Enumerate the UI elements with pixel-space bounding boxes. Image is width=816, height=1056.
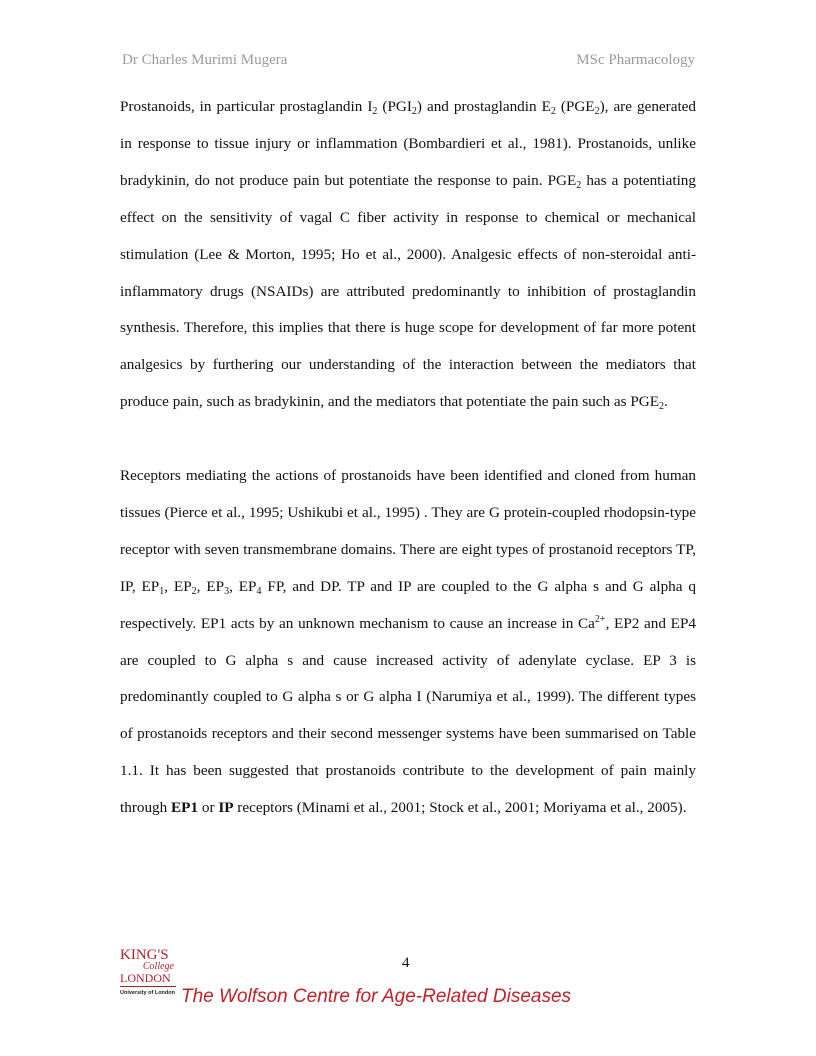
logo-kings-text: KING'S [120,947,169,963]
logo-divider [120,986,176,987]
document-body [120,89,696,827]
page-number: 4 [402,955,410,971]
logo-university-text: University of London [120,990,175,996]
header-author: Dr Charles Murimi Mugera [122,52,288,68]
logo-london-text: LONDON [120,971,171,985]
paragraph-prostanoids: Prostanoids, in particular prostaglandin $I_2$ $(PGI_2)$ and prostaglandin $E_2$ $(PGE_2)$, are generated in response to tissue injury or inflammation (Bombardieri et al., 1981). Prostanoids, unlike bradykinin, do not produce pain but potentiate the response to pain. $PGE_2$ has a potentiating effect on the sensitivity of vagal C fiber activity in response to chemical or mechanical stimulation (Lee & Morton, 1995; Ho et al., 2000). Analgesic effects of non-steroidal anti-inflammatory drugs (NSAIDs) are attributed predominantly to inhibition of prostaglandin synthesis. Therefore, this implies that there is huge scope for development of far more potent analgesics by furthering our understanding of the interaction between the mediators that produce pain, such as bradykinin, and the mediators that potentiate the pain such as $PGE_2$. [120,98,697,413]
header-program: MSc Pharmacology [576,52,695,68]
paragraph-receptors: Receptors mediating the actions of prostanoids have been identified and cloned from human tissues (Pierce et al., 1995; Ushikubi et al., 1995) . They are G protein-coupled rhodopsin-type receptor with seven transmembrane domains. There are eight types of prostanoid receptors TP, IP, $EP_1$, $EP_2$, $EP_3$, $EP_4$ FP, and DP. TP and IP are coupled to the G alpha s and G alpha q respectively. EP1 acts by an unknown mechanism to cause an increase in $Ca^{2+}$, EP2 and EP4 are coupled to G alpha s and cause increased activity of adenylate cyclase. EP 3 is predominantly coupled to G alpha s or G alpha I (Narumiya et al., 1999). The different types of prostanoids receptors and their second messenger systems have been summarised on Table 1.1. It has been suggested that prostanoids contribute to the development of pain mainly through EP1 or IP receptors (Minami et al., 2001; Stock et al., 2001; Moriyama et al., 2005). [120,467,696,817]
centre-name: The Wolfson Centre for Age-Related Diseases [181,986,572,1007]
kings-college-logo [120,948,176,996]
logo-college-text: College [142,961,174,972]
